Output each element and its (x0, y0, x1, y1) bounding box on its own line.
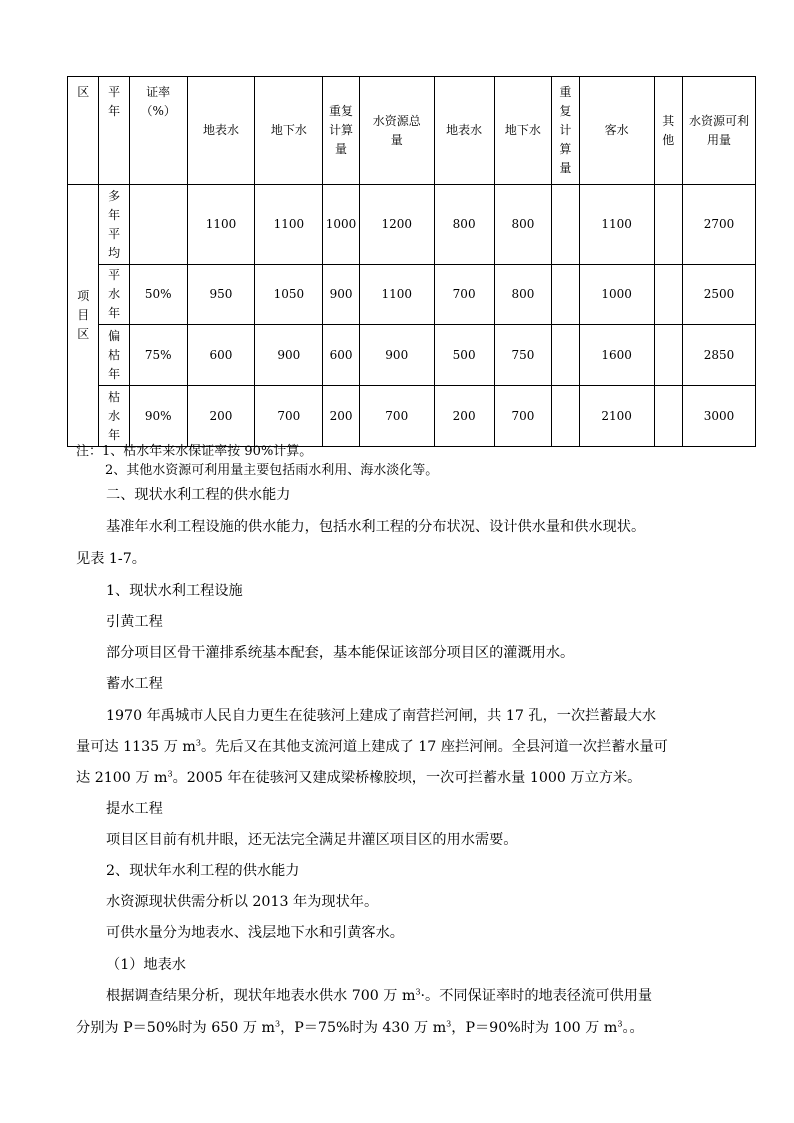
paragraph: 量可达 1135 万 $m^3$。先后又在其他支流河道上建成了 17 座拦河闸。全县河道一次拦蓄水量可 (76, 738, 668, 755)
value-cell: 900 (359, 325, 434, 386)
subsection-heading: 2、现状年水利工程的供水能力 (106, 863, 300, 879)
header-cell: 客水 (579, 77, 654, 185)
value-cell: 2700 (682, 185, 755, 265)
paragraph: 达 2100 万 $m^3$。2005 年在徒骇河又建成梁桥橡胶坝，一次可拦蓄水量 1000 万立方米。 (76, 769, 642, 786)
table-row (68, 325, 756, 386)
paragraph: 分别为 P＝50%时为 650 万 $m^3$，P＝75%时为 430 万 $m^3$，P＝90%时为 100 万 $m^3$。。 (76, 1019, 644, 1036)
value-cell: 3000 (682, 386, 755, 447)
table-header-row (68, 77, 756, 185)
topic-heading: 蓄水工程 (106, 676, 163, 692)
header-cell: 地下水 (255, 77, 323, 185)
paragraph: 部分项目区骨干灌排系统基本配套，基本能保证该部分项目区的灌溉用水。 (106, 645, 575, 661)
value-cell: 750 (494, 325, 552, 386)
value-cell: 1000 (579, 265, 654, 325)
header-cell: 地下水 (494, 77, 552, 185)
value-cell (654, 325, 682, 386)
table-note-1: 注：1、枯水年来水保证率按 90%计算。 (76, 444, 313, 459)
table-row (68, 386, 756, 447)
value-cell: 2500 (682, 265, 755, 325)
value-cell: 1050 (255, 265, 323, 325)
value-cell: 800 (434, 185, 494, 265)
value-cell: 1100 (579, 185, 654, 265)
header-cell: 地表水 (434, 77, 494, 185)
table-row (68, 185, 756, 265)
topic-heading: （1）地表水 (106, 957, 186, 973)
rate-cell (129, 185, 187, 265)
value-cell: 1200 (359, 185, 434, 265)
table-row (68, 265, 756, 325)
value-cell: 900 (323, 265, 359, 325)
paragraph: 根据调查结果分析，现状年地表水供水 700 万 $m^3\cdot$。不同保证率时的地表径流可供用量 (106, 987, 653, 1004)
paragraph: 项目区目前有机井眼，还无法完全满足井灌区项目区的用水需要。 (106, 832, 518, 848)
value-cell: 200 (323, 386, 359, 447)
year-cell: 平水年 (99, 265, 129, 325)
table-note-2: 2、其他水资源可利用量主要包括雨水利用、海水淡化等。 (105, 463, 439, 478)
value-cell (552, 386, 579, 447)
value-cell: 2850 (682, 325, 755, 386)
section-heading: 二、现状水利工程的供水能力 (106, 487, 291, 503)
year-cell: 偏枯年 (99, 325, 129, 386)
year-cell: 枯水年 (99, 386, 129, 447)
value-cell: 700 (434, 265, 494, 325)
value-cell (654, 386, 682, 447)
value-cell: 1100 (187, 185, 255, 265)
header-cell: 平年 (99, 77, 129, 185)
value-cell: 950 (187, 265, 255, 325)
value-cell: 1000 (323, 185, 359, 265)
topic-heading: 引黄工程 (106, 614, 163, 630)
value-cell: 200 (187, 386, 255, 447)
paragraph: 水资源现状供需分析以 2013 年为现状年。 (106, 894, 379, 910)
topic-heading: 提水工程 (106, 801, 163, 817)
paragraph: 可供水量分为地表水、浅层地下水和引黄客水。 (106, 925, 404, 941)
rate-cell: 90% (129, 386, 187, 447)
region-cell: 项目区 (68, 185, 99, 447)
header-cell: 区 (68, 77, 99, 185)
header-cell: 证率（%） (129, 77, 187, 185)
header-cell: 重复计算量 (552, 77, 579, 185)
value-cell (552, 265, 579, 325)
year-cell: 多年平均 (99, 185, 129, 265)
value-cell: 800 (494, 265, 552, 325)
header-cell: 重复计算量 (323, 77, 359, 185)
value-cell: 800 (494, 185, 552, 265)
header-cell: 地表水 (187, 77, 255, 185)
value-cell: 1100 (255, 185, 323, 265)
value-cell: 600 (323, 325, 359, 386)
value-cell: 500 (434, 325, 494, 386)
rate-cell: 75% (129, 325, 187, 386)
header-cell: 水资源可利用量 (682, 77, 755, 185)
value-cell (552, 325, 579, 386)
header-cell: 其他 (654, 77, 682, 185)
paragraph: 见表 1-7。 (76, 551, 146, 567)
value-cell: 1600 (579, 325, 654, 386)
value-cell: 700 (255, 386, 323, 447)
value-cell: 600 (187, 325, 255, 386)
paragraph: 基准年水利工程设施的供水能力，包括水利工程的分布状况、设计供水量和供水现状。 (106, 519, 646, 535)
header-cell: 水资源总量 (359, 77, 434, 185)
value-cell (654, 265, 682, 325)
paragraph: 1970 年禹城市人民自力更生在徒骇河上建成了南营拦河闸，共 17 孔，一次拦蓄最大水 (106, 708, 657, 724)
value-cell: 200 (434, 386, 494, 447)
value-cell: 900 (255, 325, 323, 386)
value-cell: 2100 (579, 386, 654, 447)
value-cell: 1100 (359, 265, 434, 325)
value-cell (552, 185, 579, 265)
value-cell: 700 (359, 386, 434, 447)
value-cell: 700 (494, 386, 552, 447)
subsection-heading: 1、现状水利工程设施 (106, 583, 243, 599)
water-resources-table (67, 76, 756, 447)
rate-cell: 50% (129, 265, 187, 325)
value-cell (654, 185, 682, 265)
